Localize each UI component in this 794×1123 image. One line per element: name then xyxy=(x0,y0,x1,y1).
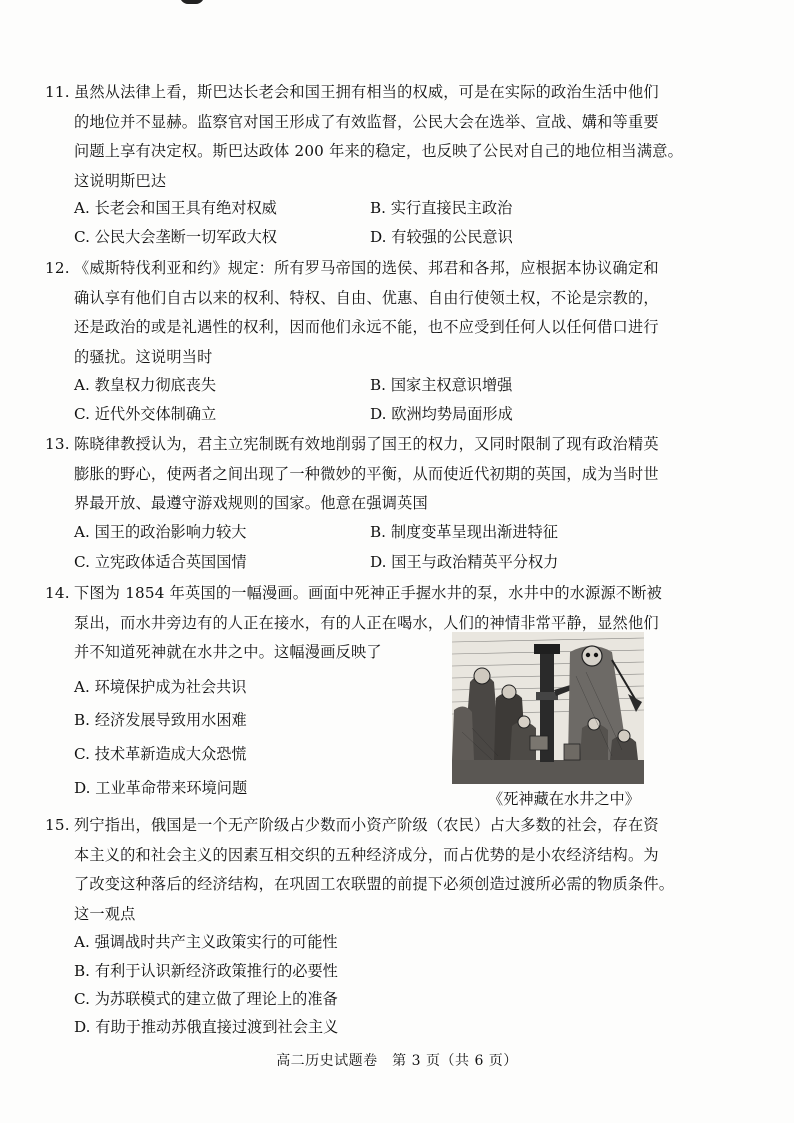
options-row xyxy=(74,371,513,400)
question-11 xyxy=(45,78,714,196)
question-13 xyxy=(45,430,714,519)
question-line: 问题上享有决定权。斯巴达政体 200 年来的稳定，也反映了公民对自己的地位相当满意。 xyxy=(74,142,683,161)
question-number: 13. xyxy=(45,435,70,453)
question-number: 12. xyxy=(45,259,70,277)
question-line: 《威斯特伐利亚和约》规定：所有罗马帝国的选侯、邦君和各邦，应根据本协议确定和 xyxy=(74,259,659,277)
image-caption: 《死神藏在水井之中》 xyxy=(488,790,640,808)
question-line: 的骚扰。这说明当时 xyxy=(74,347,213,366)
option-d[interactable]: D. 欧洲均势局面形成 xyxy=(370,405,513,423)
option-d[interactable]: D. 国王与政治精英平分权力 xyxy=(370,553,559,571)
question-line: 这一观点 xyxy=(74,904,136,923)
options-row xyxy=(74,223,513,252)
question-12 xyxy=(45,254,714,372)
question-line: 列宁指出，俄国是一个无产阶级占少数而小资产阶级（农民）占大多数的社会，存在资 xyxy=(74,816,659,834)
question-line: 泵出，而水井旁边有的人正在接水，有的人正在喝水，人们的神情非常平静，显然他们 xyxy=(74,613,659,632)
cartoon-illustration xyxy=(452,632,644,784)
option-a[interactable]: A. 强调战时共产主义政策实行的可能性 xyxy=(74,933,338,951)
option-c[interactable]: C. 立宪政体适合英国国情 xyxy=(74,553,247,571)
option-b[interactable]: B. 经济发展导致用水困难 xyxy=(74,711,247,729)
question-line: 了改变这种落后的经济结构，在巩固工农联盟的前提下必须创造过渡所必需的物质条件。 xyxy=(74,875,675,894)
option-a[interactable]: A. 长老会和国王具有绝对权威 xyxy=(74,199,277,217)
option-a[interactable]: A. 环境保护成为社会共识 xyxy=(74,678,247,696)
option-c[interactable]: C. 技术革新造成大众恐慌 xyxy=(74,745,247,763)
option-c[interactable]: C. 为苏联模式的建立做了理论上的准备 xyxy=(74,990,338,1008)
question-line: 陈晓律教授认为，君主立宪制既有效地削弱了国王的权力，又同时限制了现有政治精英 xyxy=(74,435,659,453)
question-line: 这说明斯巴达 xyxy=(74,171,167,190)
question-line: 确认享有他们自古以来的权利、特权、自由、优惠、自由行使领土权，不论是宗教的， xyxy=(74,288,659,307)
option-c[interactable]: C. 公民大会垄断一切军政大权 xyxy=(74,228,277,246)
option-a[interactable]: A. 教皇权力彻底丧失 xyxy=(74,376,217,394)
question-number: 15. xyxy=(45,816,70,834)
option-d[interactable]: D. 工业革命带来环境问题 xyxy=(74,779,248,797)
option-b[interactable]: B. 制度变革呈现出渐进特征 xyxy=(370,523,558,541)
question-line: 界最开放、最遵守游戏规则的国家。他意在强调英国 xyxy=(74,494,428,513)
question-line: 膨胀的野心，使两者之间出现了一种微妙的平衡，从而使近代初期的英国，成为当时世 xyxy=(74,464,659,483)
question-line: 下图为 1854 年英国的一幅漫画。画面中死神正手握水井的泵，水井中的水源源不断被 xyxy=(74,584,663,602)
scan-mark xyxy=(180,0,204,4)
option-b[interactable]: B. 实行直接民主政治 xyxy=(370,199,513,217)
question-line: 虽然从法律上看，斯巴达长老会和国王拥有相当的权威，可是在实际的政治生活中他们 xyxy=(74,83,659,101)
question-line: 并不知道死神就在水井之中。这幅漫画反映了 xyxy=(74,643,382,662)
page-footer: 高二历史试题卷 第 3 页（共 6 页） xyxy=(276,1053,518,1069)
question-number: 14. xyxy=(45,584,70,602)
question-15 xyxy=(45,811,714,929)
question-line: 还是政治的或是礼遇性的权利，因而他们永远不能，也不应受到任何人以任何借口进行 xyxy=(74,318,659,337)
options-row xyxy=(74,518,558,547)
options-row xyxy=(74,400,513,429)
question-number: 11. xyxy=(45,83,70,101)
question-line: 的地位并不显赫。监察官对国王形成了有效监督，公民大会在选举、宣战、媾和等重要 xyxy=(74,112,659,131)
option-c[interactable]: C. 近代外交体制确立 xyxy=(74,405,217,423)
options-row xyxy=(74,548,559,577)
option-d[interactable]: D. 有助于推动苏俄直接过渡到社会主义 xyxy=(74,1018,339,1036)
option-b[interactable]: B. 国家主权意识增强 xyxy=(370,376,513,394)
option-a[interactable]: A. 国王的政治影响力较大 xyxy=(74,523,247,541)
option-b[interactable]: B. 有利于认识新经济政策推行的必要性 xyxy=(74,962,338,980)
options-row xyxy=(74,194,513,223)
question-line: 本主义的和社会主义的因素互相交织的五种经济成分，而占优势的是小农经济结构。为 xyxy=(74,845,659,864)
option-d[interactable]: D. 有较强的公民意识 xyxy=(370,228,513,246)
